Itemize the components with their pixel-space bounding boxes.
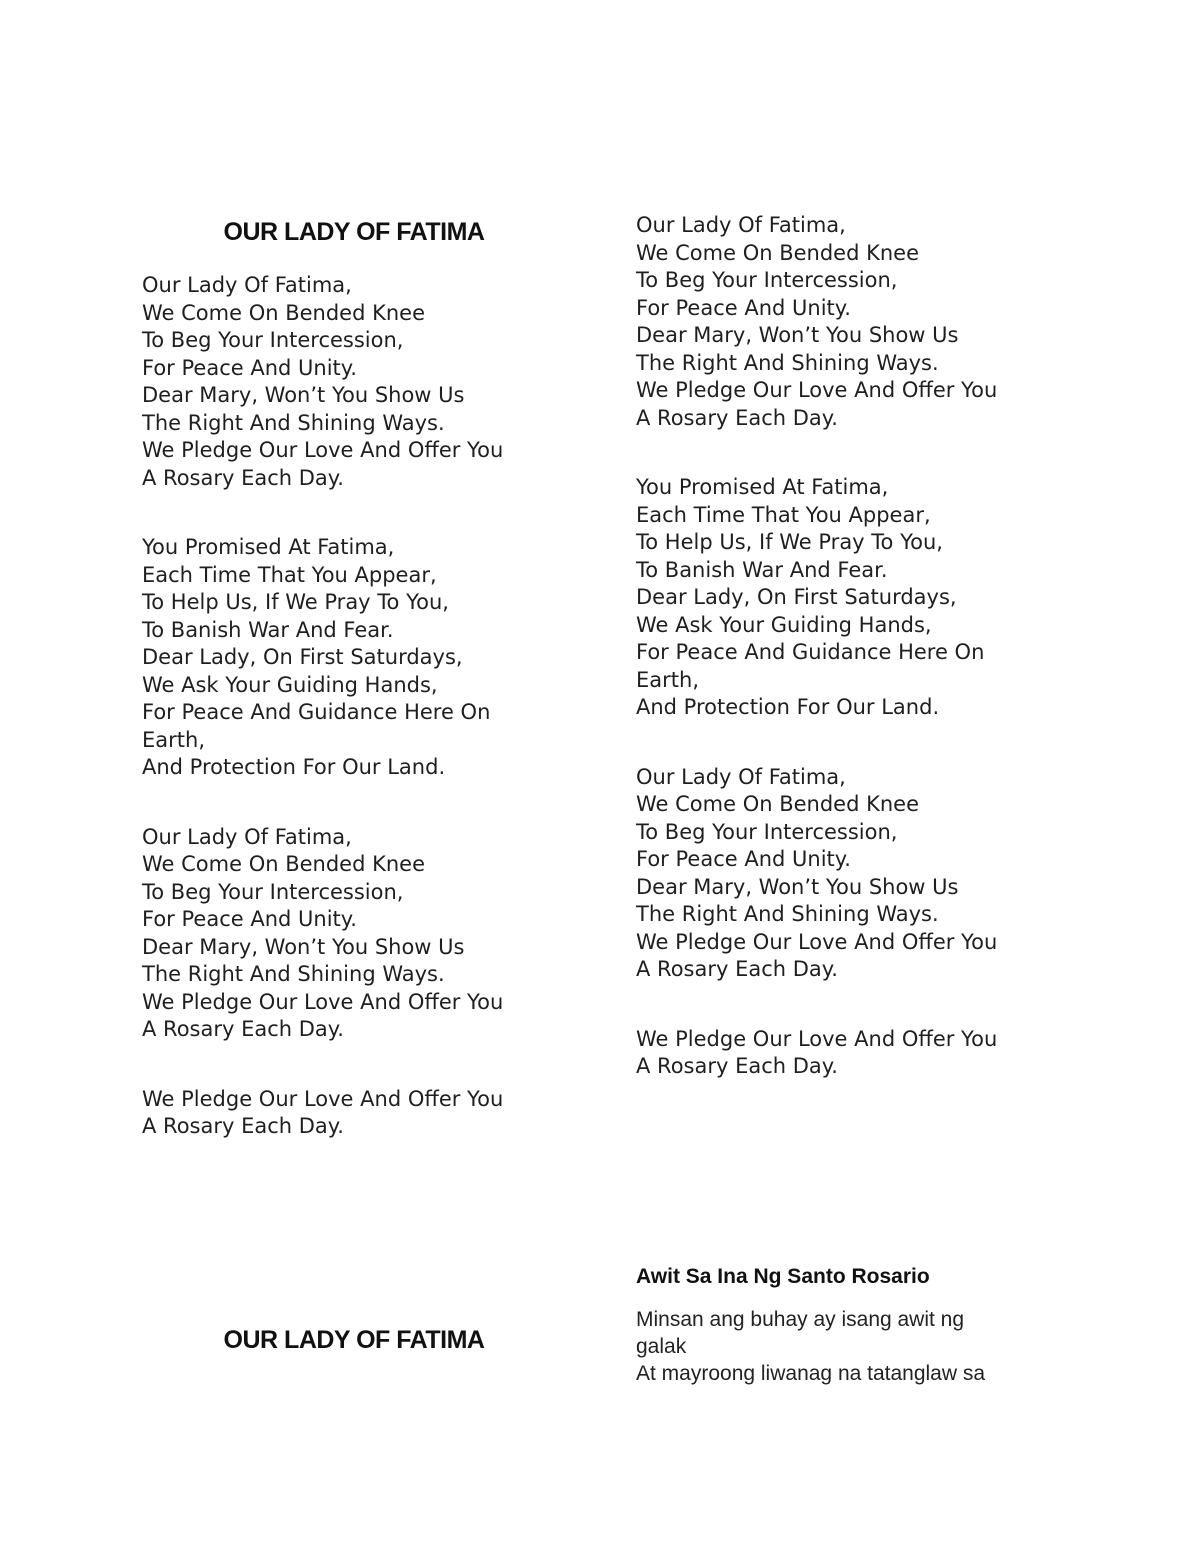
song-title: OUR LADY OF FATIMA — [223, 218, 485, 246]
song-title-repeat: OUR LADY OF FATIMA — [223, 1326, 485, 1354]
stanza-4: We Pledge Our Love And Offer You A Rosary Each Day. — [636, 1026, 998, 1078]
stanza-4: We Pledge Our Love And Offer You A Rosary Each Day. — [142, 1086, 504, 1138]
stanza-2: You Promised At Fatima, Each Time That You Appear, To Help Us, If We Pray To You, To Banish War And Fear. Dear Lady, On First Saturdays, We Ask Your Guiding Hands, For Peace And Guidance Here On Earth, And Protection For Our Land. — [142, 535, 491, 779]
left-column — [142, 214, 572, 1141]
stanza-3: Our Lady Of Fatima, We Come On Bended Knee To Beg Your Intercession, For Peace And Unity. Dear Mary, Won’t You Show Us The Right And Shining Ways. We Pledge Our Love And Offer You A Rosary Each Day. — [142, 824, 504, 1041]
awit-lyrics: Minsan ang buhay ay isang awit ng galak At mayroong liwanag na tatanglaw sa — [636, 1308, 986, 1385]
awit-section — [636, 1262, 1056, 1387]
stanza-2: You Promised At Fatima, Each Time That You Appear, To Help Us, If We Pray To You, To Banish War And Fear. Dear Lady, On First Saturdays, We Ask Your Guiding Hands, For Peace And Guidance Here On Earth, And Protection For Our Land. — [636, 475, 985, 719]
awit-title: Awit Sa Ina Ng Santo Rosario — [636, 1265, 930, 1288]
stanza-1: Our Lady Of Fatima, We Come On Bended Knee To Beg Your Intercession, For Peace And Unity. Dear Mary, Won’t You Show Us The Right And Shining Ways. We Pledge Our Love And Offer You A Rosary Each Day. — [636, 213, 998, 430]
stanza-1: Our Lady Of Fatima, We Come On Bended Knee To Beg Your Intercession, For Peace And Unity. Dear Mary, Won’t You Show Us The Right And Shining Ways. We Pledge Our Love And Offer You A Rosary Each Day. — [142, 273, 504, 490]
bottom-left-section — [142, 1322, 566, 1358]
stanza-3: Our Lady Of Fatima, We Come On Bended Knee To Beg Your Intercession, For Peace And Unity. Dear Mary, Won’t You Show Us The Right And Shining Ways. We Pledge Our Love And Offer You A Rosary Each Day. — [636, 764, 998, 981]
right-column — [636, 212, 1066, 1081]
